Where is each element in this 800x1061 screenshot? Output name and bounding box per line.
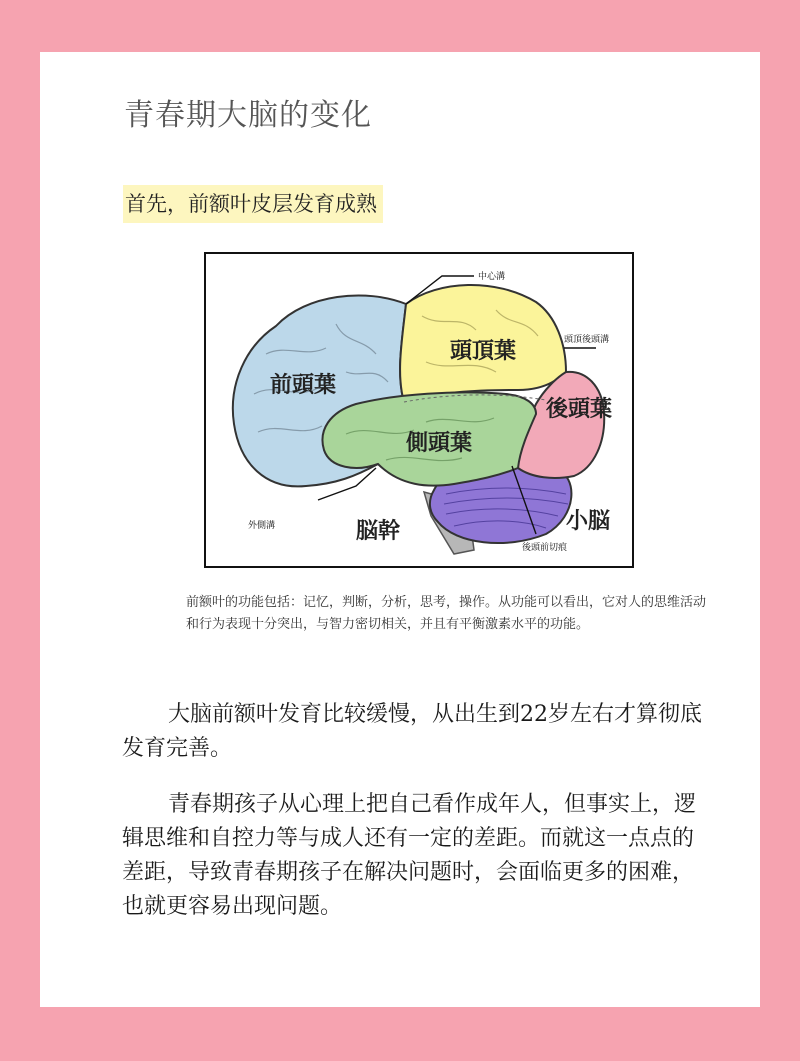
central-sulcus-label: 中心溝 xyxy=(478,272,506,282)
preoccipital-notch-label: 後頭前切痕 xyxy=(522,543,568,553)
page-title: 青春期大脑的变化 xyxy=(124,98,372,133)
parietal-lobe-label: 頭頂葉 xyxy=(450,339,517,364)
paragraph-1 xyxy=(122,698,702,766)
paragraph-2 xyxy=(122,788,702,924)
figure-caption: 前额叶的功能包括：记忆，判断，分析，思考，操作。从功能可以看出，它对人的思维活动和行为表现十分突出，与智力密切相关，并且有平衡激素水平的功能。 xyxy=(186,595,707,632)
brain-diagram xyxy=(204,252,634,568)
frontal-lobe-label: 前頭葉 xyxy=(270,373,337,398)
section-heading: 首先，前额叶皮层发育成熟 xyxy=(123,185,383,223)
lateral-sulcus-label: 外側溝 xyxy=(248,521,276,531)
brainstem-label: 脳幹 xyxy=(356,519,401,544)
paragraph-2-text: 青春期孩子从心理上把自己看作成年人，但事实上，逻辑思维和自控力等与成人还有一定的差距。而就这一点点的差距，导致青春期孩子在解决问题时，会面临更多的困难，也就更容易出现问题。 xyxy=(122,792,697,919)
cerebellum-label: 小脳 xyxy=(566,509,611,534)
paragraph-1-text: 大脑前额叶发育比较缓慢，从出生到22岁左右才算彻底发育完善。 xyxy=(122,702,702,761)
article-card xyxy=(40,52,760,1007)
brain-illustration xyxy=(206,254,634,568)
temporal-lobe-label: 側頭葉 xyxy=(406,431,473,456)
parieto-occipital-sulcus-label: 頭頂後頭溝 xyxy=(564,335,610,345)
occipital-lobe-label: 後頭葉 xyxy=(546,397,613,422)
